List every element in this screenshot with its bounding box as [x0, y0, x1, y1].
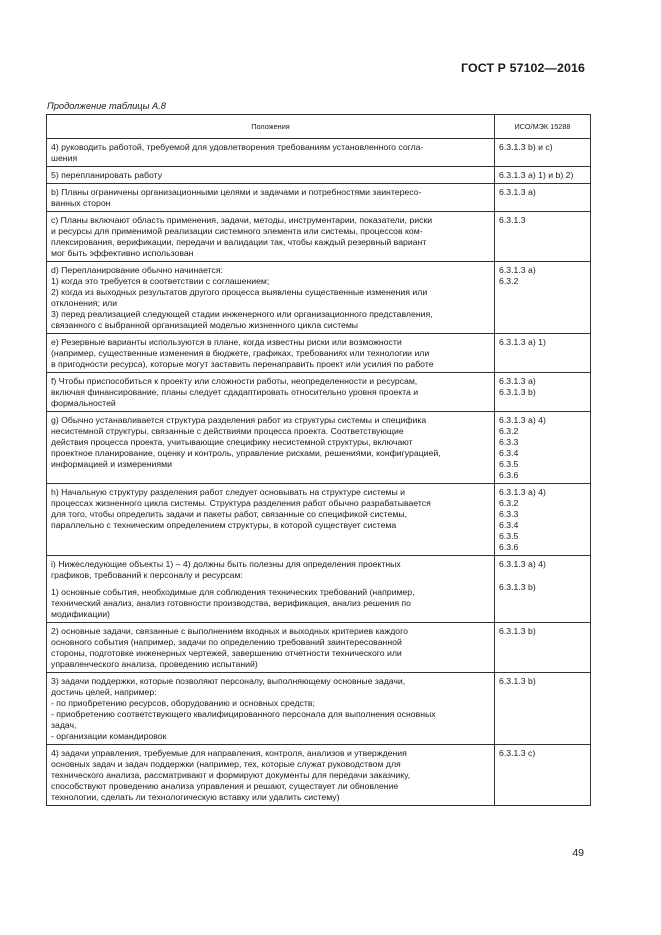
table-row	[47, 334, 591, 373]
standard-reference: 6.3.1.3 a) 1)	[499, 337, 546, 347]
provision-line: 1) основные события, необходимые для соблюдения технических требований (например,	[51, 587, 415, 597]
standard-reference: 6.3.1.3 b)	[499, 626, 536, 636]
standard-reference: 6.3.5	[499, 459, 519, 469]
provision-line: g) Обычно устанавливается структура разделения работ из структуры системы и специфика	[51, 415, 427, 425]
provision-line: действия процесса проекта, учитывающие специфику несистемной структуры, включают	[51, 437, 413, 447]
provision-line: шения	[51, 153, 78, 163]
requirements-table	[46, 114, 591, 806]
standard-reference: 6.3.1.3 a) 1) и b) 2)	[499, 170, 574, 180]
standard-reference-cell	[495, 139, 591, 167]
standard-reference: 6.3.2	[499, 498, 519, 508]
column-header-provisions: Положения	[47, 115, 495, 139]
table-row	[47, 623, 591, 673]
standard-reference-cell	[495, 556, 591, 623]
provision-line: ванных сторон	[51, 198, 111, 208]
standard-reference: 6.3.1.3	[499, 215, 526, 225]
table-row	[47, 373, 591, 412]
reference-spacer	[499, 570, 586, 582]
standard-reference-cell	[495, 745, 591, 806]
provision-line: модификации)	[51, 609, 110, 619]
table-row	[47, 139, 591, 167]
table-row	[47, 184, 591, 212]
document-code: ГОСТ Р 57102—2016	[461, 61, 585, 75]
provision-cell	[47, 556, 495, 623]
provision-cell	[47, 139, 495, 167]
standard-reference-cell	[495, 673, 591, 745]
provision-line: формальностей	[51, 398, 116, 408]
provision-line: c) Планы включают область применения, задачи, методы, инструментарии, показатели, риски	[51, 215, 433, 225]
column-header-standard: ИСО/МЭК 15288	[495, 115, 591, 139]
provision-line: задач,	[51, 720, 77, 730]
standard-reference-cell	[495, 484, 591, 556]
provision-cell	[47, 167, 495, 184]
standard-reference-cell	[495, 412, 591, 484]
provision-line: способствуют проведению анализа управления и решают, существует ли обновление	[51, 781, 399, 791]
provision-paragraph	[51, 559, 490, 581]
provision-line: f) Чтобы приспособиться к проекту или сложности работы, неопределенности и ресурсам,	[51, 376, 418, 386]
standard-reference: 6.3.1.3 b)	[499, 387, 536, 397]
standard-reference: 6.3.1.3 a) 4)	[499, 487, 546, 497]
provision-line: 4) задачи управления, требуемые для направления, контроля, анализов и утверждения	[51, 748, 407, 758]
provision-line: основных задач и задач поддержки (например, тех, которые служат руководством для	[51, 759, 401, 769]
provision-line: h) Начальную структуру разделения работ следует основывать на структуре системы и	[51, 487, 406, 497]
provision-line: управленческого анализа, проведению испытаний)	[51, 659, 258, 669]
provision-line: включая финансирование, планы следует сдадаптировать относительно уровня проекта и	[51, 387, 419, 397]
provision-line: 1) когда это требуется в соответствии с соглашением;	[51, 276, 270, 286]
standard-reference: 6.3.5	[499, 531, 519, 541]
provision-line: 5) перепланировать работу	[51, 170, 163, 180]
standard-reference-cell	[495, 262, 591, 334]
standard-reference-cell	[495, 373, 591, 412]
provision-line: несистемной структуры, связанные с действиями процесса проекта. Соответствующие	[51, 426, 404, 436]
table-header-row	[47, 115, 591, 139]
standard-reference: 6.3.4	[499, 448, 519, 458]
provision-line: d) Перепланирование обычно начинается:	[51, 265, 223, 275]
standard-reference: 6.3.3	[499, 509, 519, 519]
provision-cell	[47, 334, 495, 373]
provision-line: технологии, сделать ли технологическую вставку или удалить систему)	[51, 792, 340, 802]
provision-line: параллельно с техническим определением структуры, в которой существует система	[51, 520, 397, 530]
standard-reference: 6.3.1.3 b)	[499, 676, 536, 686]
standard-reference: 6.3.1.3 a)	[499, 376, 536, 386]
provision-line: отклонения; или	[51, 298, 118, 308]
standard-reference: 6.3.4	[499, 520, 519, 530]
standard-reference: 6.3.1.3 c)	[499, 748, 536, 758]
provision-line: графиков, требований к персоналу и ресурсам:	[51, 570, 243, 580]
provision-line: мог быть эффективно использован	[51, 248, 194, 258]
table-caption: Продолжение таблицы А.8	[47, 101, 166, 111]
provision-line: 4) руководить работой, требуемой для удовлетворения требованиям установленного согла-	[51, 142, 424, 152]
provision-line: i) Нижеследующие объекты 1) – 4) должны быть полезны для определения проектных	[51, 559, 401, 569]
provision-cell	[47, 673, 495, 745]
standard-reference: 6.3.1.3 b) и c)	[499, 142, 553, 152]
standard-reference-cell	[495, 623, 591, 673]
standard-reference-cell	[495, 167, 591, 184]
provision-cell	[47, 373, 495, 412]
standard-reference-cell	[495, 212, 591, 262]
standard-reference: 6.3.2	[499, 276, 519, 286]
provision-line: информацией и измерениями	[51, 459, 172, 469]
provision-line: основного события (например, задачи по определению требований заинтересованной	[51, 637, 402, 647]
provision-line: 3) задачи поддержки, которые позволяют персоналу, выполняющему основные задачи,	[51, 676, 406, 686]
standard-reference-cell	[495, 334, 591, 373]
standard-reference: 6.3.3	[499, 437, 519, 447]
provision-line: 2) когда из выходных результатов другого процесса выявлены существенные изменения или	[51, 287, 428, 297]
table-row	[47, 556, 591, 623]
provision-line: процессах жизненного цикла системы. Структура разделения работ обычно разрабатывается	[51, 498, 431, 508]
provision-line: в пригодности ресурса), которые могут заставить перенаправить проект или усилия по работе	[51, 359, 434, 369]
provision-cell	[47, 745, 495, 806]
provision-line: - приобретению соответствующего квалифицированного персонала для выполнения основных	[51, 709, 436, 719]
provision-line: проектное планирование, оценку и контроль, управление рисками, решениями, конфигурацией,	[51, 448, 441, 458]
provision-line: 2) основные задачи, связанные с выполнением входных и выходных критериев каждого	[51, 626, 408, 636]
table-row	[47, 673, 591, 745]
provision-cell	[47, 184, 495, 212]
table-row	[47, 167, 591, 184]
standard-reference: 6.3.1.3 a) 4)	[499, 415, 546, 425]
table-row	[47, 745, 591, 806]
provision-line: технического анализа, рассматривают и формируют документы для передачи заказчику,	[51, 770, 411, 780]
provision-cell	[47, 412, 495, 484]
standard-reference: 6.3.1.3 a)	[499, 265, 536, 275]
provision-paragraph	[51, 587, 490, 620]
standard-reference: 6.3.1.3 b)	[499, 582, 536, 592]
provision-line: b) Планы ограничены организационными целями и задачами и потребностями заинтересо-	[51, 187, 422, 197]
page-number: 49	[572, 847, 584, 859]
standard-reference: 6.3.6	[499, 470, 519, 480]
provision-line: 3) перед реализацией следующей стадии инженерного или организационного представления,	[51, 309, 433, 319]
provision-line: связанного с выбранной организацией моделью жизненного цикла системы	[51, 320, 359, 330]
standard-reference-cell	[495, 184, 591, 212]
provision-line: технический анализ, анализ готовности производства, верификация, анализ решения по	[51, 598, 411, 608]
provision-line: достичь целей, например:	[51, 687, 157, 697]
provision-line: - по приобретению ресурсов, оборудованию и основных средств;	[51, 698, 315, 708]
standard-reference: 6.3.6	[499, 542, 519, 552]
table-row	[47, 262, 591, 334]
table-row	[47, 484, 591, 556]
table-row	[47, 212, 591, 262]
provision-line: (например, существенные изменения в бюджете, графиках, требованиях или технологии или	[51, 348, 430, 358]
provision-cell	[47, 262, 495, 334]
provision-cell	[47, 484, 495, 556]
provision-cell	[47, 212, 495, 262]
provision-line: для того, чтобы определить задачи и пакеты работ, связанные со спецификой системы,	[51, 509, 407, 519]
provision-line: e) Резервные варианты используются в плане, когда известны риски или возможности	[51, 337, 402, 347]
provision-line: стороны, подготовке инженерных чертежей, завершению отчетности технического или	[51, 648, 402, 658]
standard-reference: 6.3.1.3 a) 4)	[499, 559, 546, 569]
standard-reference: 6.3.1.3 a)	[499, 187, 536, 197]
provision-line: и ресурсы для применимой реализации системного элемента или системы, процессов ком-	[51, 226, 423, 236]
provision-line: - организации командировок	[51, 731, 167, 741]
table-row	[47, 412, 591, 484]
provision-line: плексирования, верификации, передачи и валидации так, чтобы каждый резервный вариант	[51, 237, 427, 247]
provision-cell	[47, 623, 495, 673]
standard-reference: 6.3.2	[499, 426, 519, 436]
